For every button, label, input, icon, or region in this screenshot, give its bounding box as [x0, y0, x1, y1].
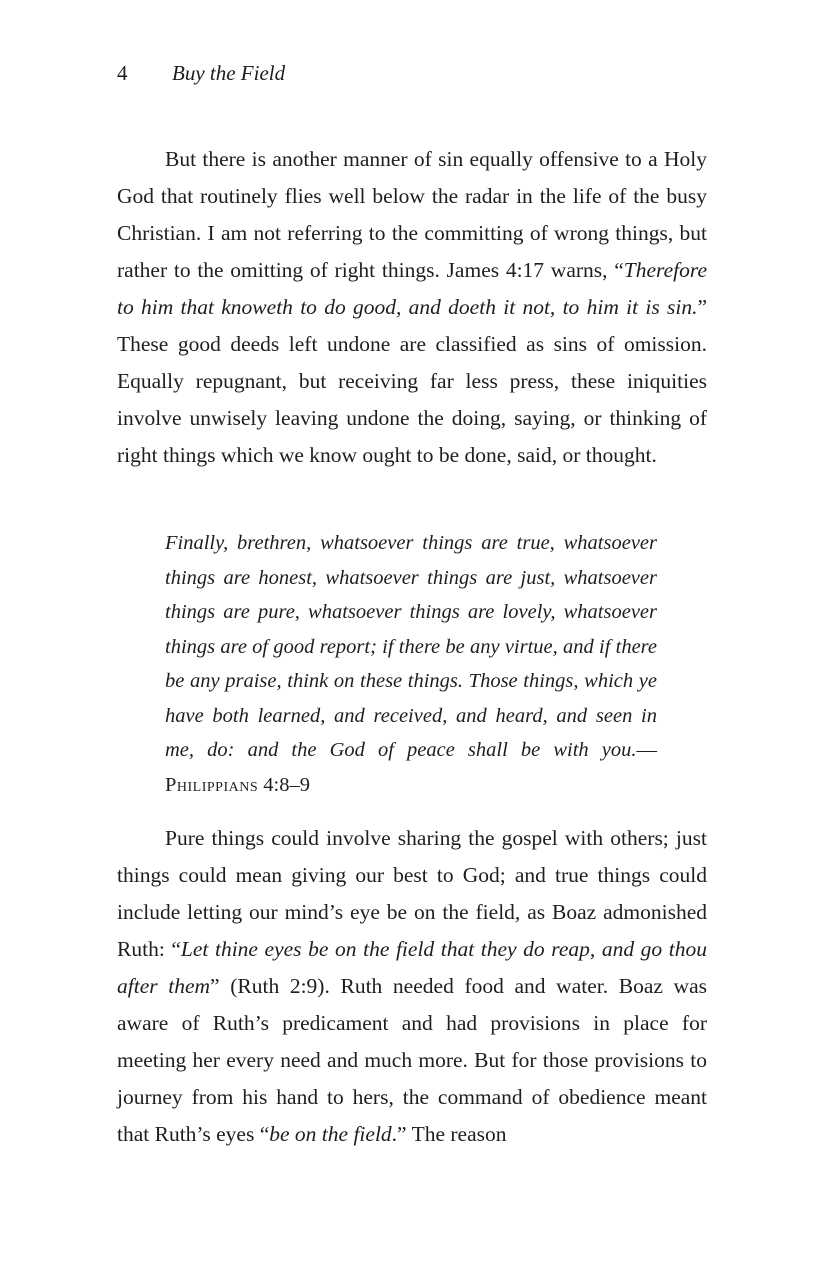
paragraph-1-scripture-italic: Therefore to him that knoweth to do good, and doeth it not, to him it is sin. [117, 258, 707, 319]
book-title: Buy the Field [172, 61, 286, 85]
body-paragraph-2 [117, 820, 707, 1153]
paragraph-2-text-a: Pure things could involve sharing the gospel with others; just things could mean giving our best to God; and true things could include letting our mind’s eye be on the field, as Boaz admonished Ruth: “ [117, 826, 707, 961]
citation-dash: — [636, 739, 657, 761]
citation-reference: 4:8–9 [263, 773, 310, 796]
paragraph-2-text-b: ” (Ruth 2:9). Ruth needed food and water. Boaz was aware of Ruth’s predicament and had provisions in place for meeting her every need and much more. But for those provisions to journey from his hand to hers, the command of obedience meant that Ruth’s eyes “ [117, 974, 707, 1146]
running-head [117, 58, 285, 88]
paragraph-2-scripture-italic: Let thine eyes be on the field that they do reap, and go thou after them [117, 937, 707, 998]
paragraph-2-field-italic: be on the field [269, 1122, 392, 1146]
citation-book: Philippians [165, 773, 259, 796]
paragraph-2-text-c: .” The reason [391, 1122, 507, 1146]
paragraph-1-text-b: ” These good deeds left undone are classified as sins of omission. Equally repugnant, but receiving far less press, these iniquities involve unwisely leaving undone the doing, saying, or thinking of right things which we know ought to be done, said, or thought. [117, 295, 707, 467]
paragraph-1-text-a: But there is another manner of sin equally offensive to a Holy God that routinely flies well below the radar in the life of the busy Christian. I am not referring to the committing of wrong things, but rather to the omitting of right things. James 4:17 warns, “ [117, 147, 707, 282]
body-paragraph-1 [117, 141, 707, 474]
block-quote-text: Finally, brethren, whatsoever things are true, whatsoever things are honest, whatsoever things are just, whatsoever things are pure, whatsoever things are lovely, whatsoever things are of good report; if there be any virtue, and if there be any praise, think on these things. Those things, which ye have both learned, and received, and heard, and seen in me, do: and the God of peace shall be with you. [165, 532, 657, 761]
block-quote [165, 526, 657, 802]
page-number: 4 [117, 61, 128, 85]
